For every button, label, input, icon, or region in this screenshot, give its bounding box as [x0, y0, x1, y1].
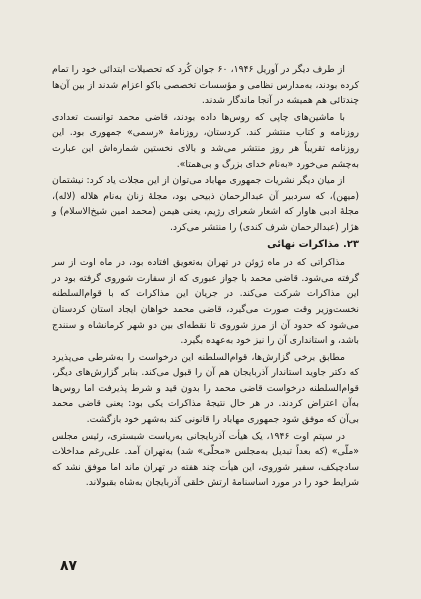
paragraph: مطابق برخی گزارش‌ها، قوام‌السلطنه این درخواست را به‌شرطی می‌پذیرد که دکتر جاوید استاندار آذربایجان هم آن را قبول می‌کند. بنابر گزارش‌های دیگر، قوام‌السلطنه درخواست قاضی محمد را بدون قید و شرط پذیرفت اما روس‌ها به‌آن اعتراض کردند. در هر حال نتیجهٔ مذاکرات یکی بود: یعنی قاضی محمد بی‌آن که موفق شود جمهوری مهاباد را قانونی کند به‌شهر خود بازگشت.	[52, 351, 359, 426]
paragraph: مذاکراتی که در ماه ژوئن در تهران به‌تعویق افتاده بود، در ماه اوت از سر گرفته می‌شود. قاضی محمد با جواز عبوری که از سفارت شوروی گرفته بود در این مذاکرات شرکت می‌کند. در جریان این مذاکرات که با قوام‌السلطنه نخست‌وزیر وقت صورت می‌گیرد، قاضی محمد خواهان ایجاد استان کردستان می‌شود که حدود آن از مرز شوروی تا نقطه‌ای بین دو شهر کرمانشاه و سنندج باشد، و استانداری آن را نیز خود به‌عهده بگیرد.	[52, 257, 359, 347]
paragraph: از طرف دیگر در آوریل ۱۹۴۶، ۶۰ جوان کُرد که تحصیلات ابتدائی خود را تمام کرده بودند، به‌مدارس نظامی و مؤسسات تخصصی باکو اعزام شدند از بین آن‌ها چندتائی هم همیشه در آنجا ماندگار شدند.	[52, 64, 359, 107]
paragraph: در سپتم اوت ۱۹۴۶، یک هیأت آذربایجانی به‌ریاست شبستری، رئیس مجلس «ملّی» (که بعداً تبدیل به‌مجلس «محلّی» شد) به‌تهران آمد. علی‌رغم مداخلات سادچیکف، سفیر شوروی، این هیأت چند هفته در تهران ماند اما موفق نشد که شرایط خود را در مورد اساسنامهٔ ارتش خلقی آذربایجان به‌شاه بقبولاند.	[52, 430, 359, 489]
paragraph: با ماشین‌های چاپی که روس‌ها داده بودند، قاضی محمد توانست تعدادی روزنامه و کتاب منتشر کند. کردستان، روزنامهٔ «رسمی» جمهوری بود. این روزنامه تقریباً هر روز منتشر می‌شد و بالای نخستین شماره‌اش این عبارت به‌چشم می‌خورد «به‌نام خدای بزرگ و بی‌همتا».	[52, 111, 359, 170]
paragraph: از میان دیگر نشریات جمهوری مهاباد می‌توان از این مجلات یاد کرد: نیشتمان (میهن)، که سردبیر آن عبدالرحمان ذبیحی بود، مجلهٔ زنان به‌نام هلاله (لاله)، مجلهٔ ادبی هاوار که اشعار شعرای رژیم، یعنی هیمن (محمد امین شیخ‌الاسلام) و هژار (عبدالرحمان شرف کندی) را منتشر می‌کرد.	[52, 175, 359, 233]
body-text	[52, 62, 359, 491]
page-number: ۸۷	[60, 558, 78, 574]
section-heading: ۲۳. مذاکرات نهائی	[267, 238, 359, 250]
